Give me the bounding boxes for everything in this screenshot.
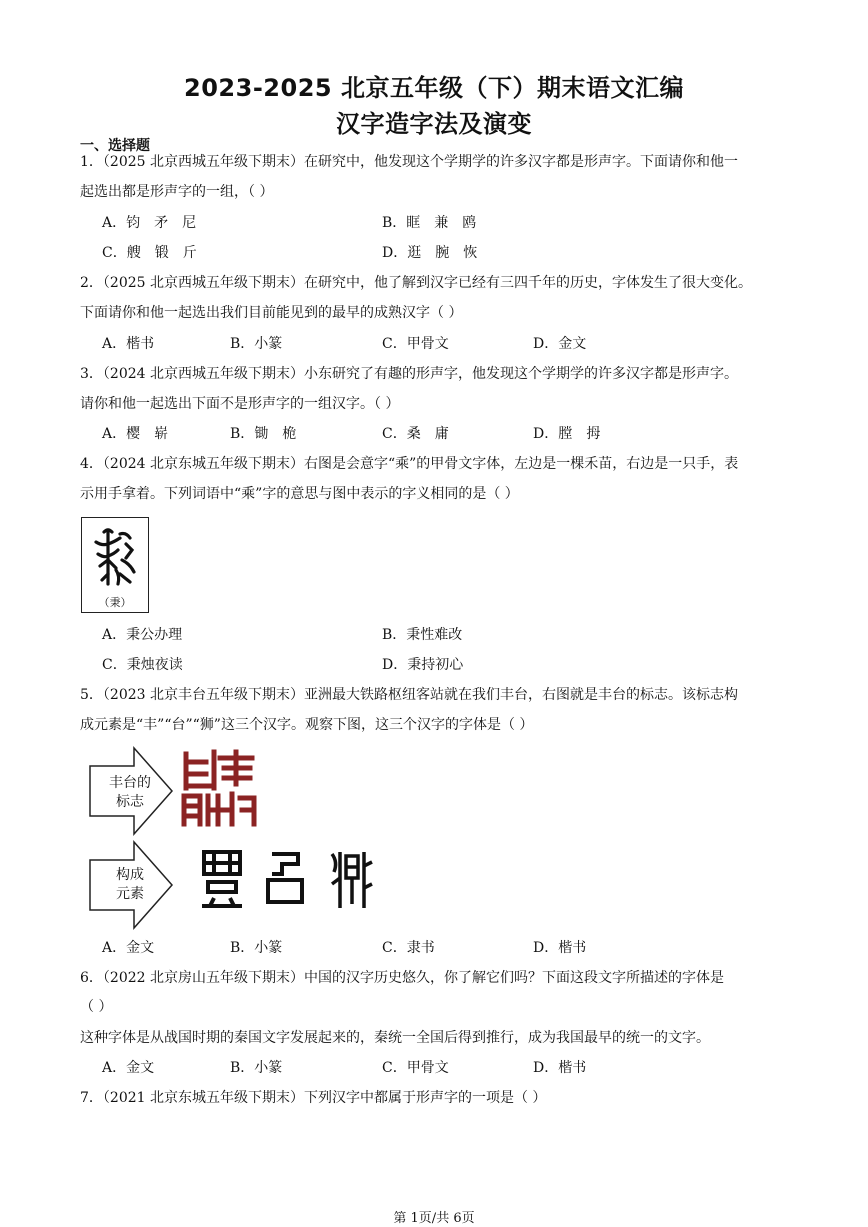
section-heading: 一、选择题: [80, 138, 150, 154]
document-title: 2023-2025 北京五年级（下）期末语文汇编: [184, 74, 684, 102]
q5-option-a[interactable]: A．金文: [102, 940, 155, 956]
figure-caption: （秉）: [98, 596, 132, 609]
seal-char-feng-icon: [200, 848, 244, 908]
question-5-line-1: 5．（2023 北京丰台五年级下期末）亚洲最大铁路枢纽客站就在我们丰台，右图就是丰台的标志。该标志构: [80, 687, 738, 703]
seal-char-shi-icon: [328, 848, 374, 910]
arrow-label-elements-line-1: 构成: [116, 867, 144, 883]
q4-option-b[interactable]: B．秉性难改: [382, 627, 463, 643]
q3-option-a[interactable]: A．樱 崭: [102, 426, 169, 442]
q5-option-d[interactable]: D．楷书: [533, 940, 587, 956]
question-4-line-1: 4．（2024 北京东城五年级下期末）右图是会意字“乘”的甲骨文字体，左边是一棵禾苗，右边是一只手，表: [80, 456, 739, 472]
q3-option-c[interactable]: C．桑 庸: [382, 426, 449, 442]
oracle-bone-glyph-icon: [90, 524, 140, 592]
q2-option-c[interactable]: C．甲骨文: [382, 336, 449, 352]
q6-option-a[interactable]: A．金文: [102, 1060, 155, 1076]
q3-option-d[interactable]: D．膛 拇: [533, 426, 601, 442]
q1-option-c[interactable]: C．艘 锻 斤: [102, 245, 197, 261]
q2-option-b[interactable]: B．小篆: [230, 336, 283, 352]
seal-char-tai-icon: [262, 850, 308, 906]
q3-option-b[interactable]: B．锄 桅: [230, 426, 297, 442]
q4-option-d[interactable]: D．秉持初心: [382, 657, 464, 673]
document-subtitle: 汉字造字法及演变: [336, 110, 532, 138]
arrow-label-elements: [92, 866, 168, 904]
q4-option-c[interactable]: C．秉烛夜读: [102, 657, 183, 673]
q6-option-b[interactable]: B．小篆: [230, 1060, 283, 1076]
q1-option-d[interactable]: D．逛 腕 恢: [382, 245, 478, 261]
question-7-line-1: 7．（2021 北京东城五年级下期末）下列汉字中都属于形声字的一项是（ ）: [80, 1090, 547, 1106]
q6-option-d[interactable]: D．楷书: [533, 1060, 587, 1076]
arrow-label-logo-line-2: 标志: [116, 794, 144, 810]
q1-option-a[interactable]: A．钧 矛 尼: [102, 215, 197, 231]
question-6-passage: 这种字体是从战国时期的秦国文字发展起来的，秦统一全国后得到推行，成为我国最早的统一的文字。: [80, 1030, 710, 1046]
q2-option-d[interactable]: D．金文: [533, 336, 587, 352]
oracle-bone-figure: [81, 517, 149, 613]
q1-option-b[interactable]: B．眶 兼 鸥: [382, 215, 477, 231]
q5-option-b[interactable]: B．小篆: [230, 940, 283, 956]
q2-option-a[interactable]: A．楷书: [102, 336, 155, 352]
question-3-line-2: 请你和他一起选出下面不是形声字的一组汉字。（ ）: [80, 396, 400, 412]
question-1-line-1: 1．（2025 北京西城五年级下期末）在研究中，他发现这个学期学的许多汉字都是形声字。下面请你和他一: [80, 154, 738, 170]
arrow-label-logo: [92, 774, 168, 812]
question-6-line-1: 6．（2022 北京房山五年级下期末）中国的汉字历史悠久，你了解它们吗？下面这段文字所描述的字体是: [80, 970, 724, 986]
q4-option-a[interactable]: A．秉公办理: [102, 627, 183, 643]
question-3-line-1: 3．（2024 北京西城五年级下期末）小东研究了有趣的形声字，他发现这个学期学的许多汉字都是形声字。: [80, 366, 738, 382]
question-2-line-2: 下面请你和他一起选出我们目前能见到的最早的成熟汉字（ ）: [80, 305, 463, 321]
q5-option-c[interactable]: C．隶书: [382, 940, 435, 956]
question-1-line-2: 起选出都是形声字的一组，（ ）: [80, 184, 274, 200]
arrow-label-logo-line-1: 丰台的: [109, 775, 151, 791]
question-6-line-2: （ ）: [80, 999, 113, 1015]
question-5-line-2: 成元素是“丰”“台”“狮”这三个汉字。观察下图，这三个汉字的字体是（ ）: [80, 717, 534, 733]
fengtai-seal-logo: [180, 748, 258, 828]
question-2-line-1: 2．（2025 北京西城五年级下期末）在研究中，他了解到汉字已经有三四千年的历史，字体发生了很大变化。: [80, 275, 752, 291]
page-footer: 第 1页/共 6页: [393, 1211, 475, 1226]
arrow-label-elements-line-2: 元素: [116, 886, 144, 902]
q6-option-c[interactable]: C．甲骨文: [382, 1060, 449, 1076]
question-4-line-2: 示用手拿着。下列词语中“乘”字的意思与图中表示的字义相同的是（ ）: [80, 486, 519, 502]
